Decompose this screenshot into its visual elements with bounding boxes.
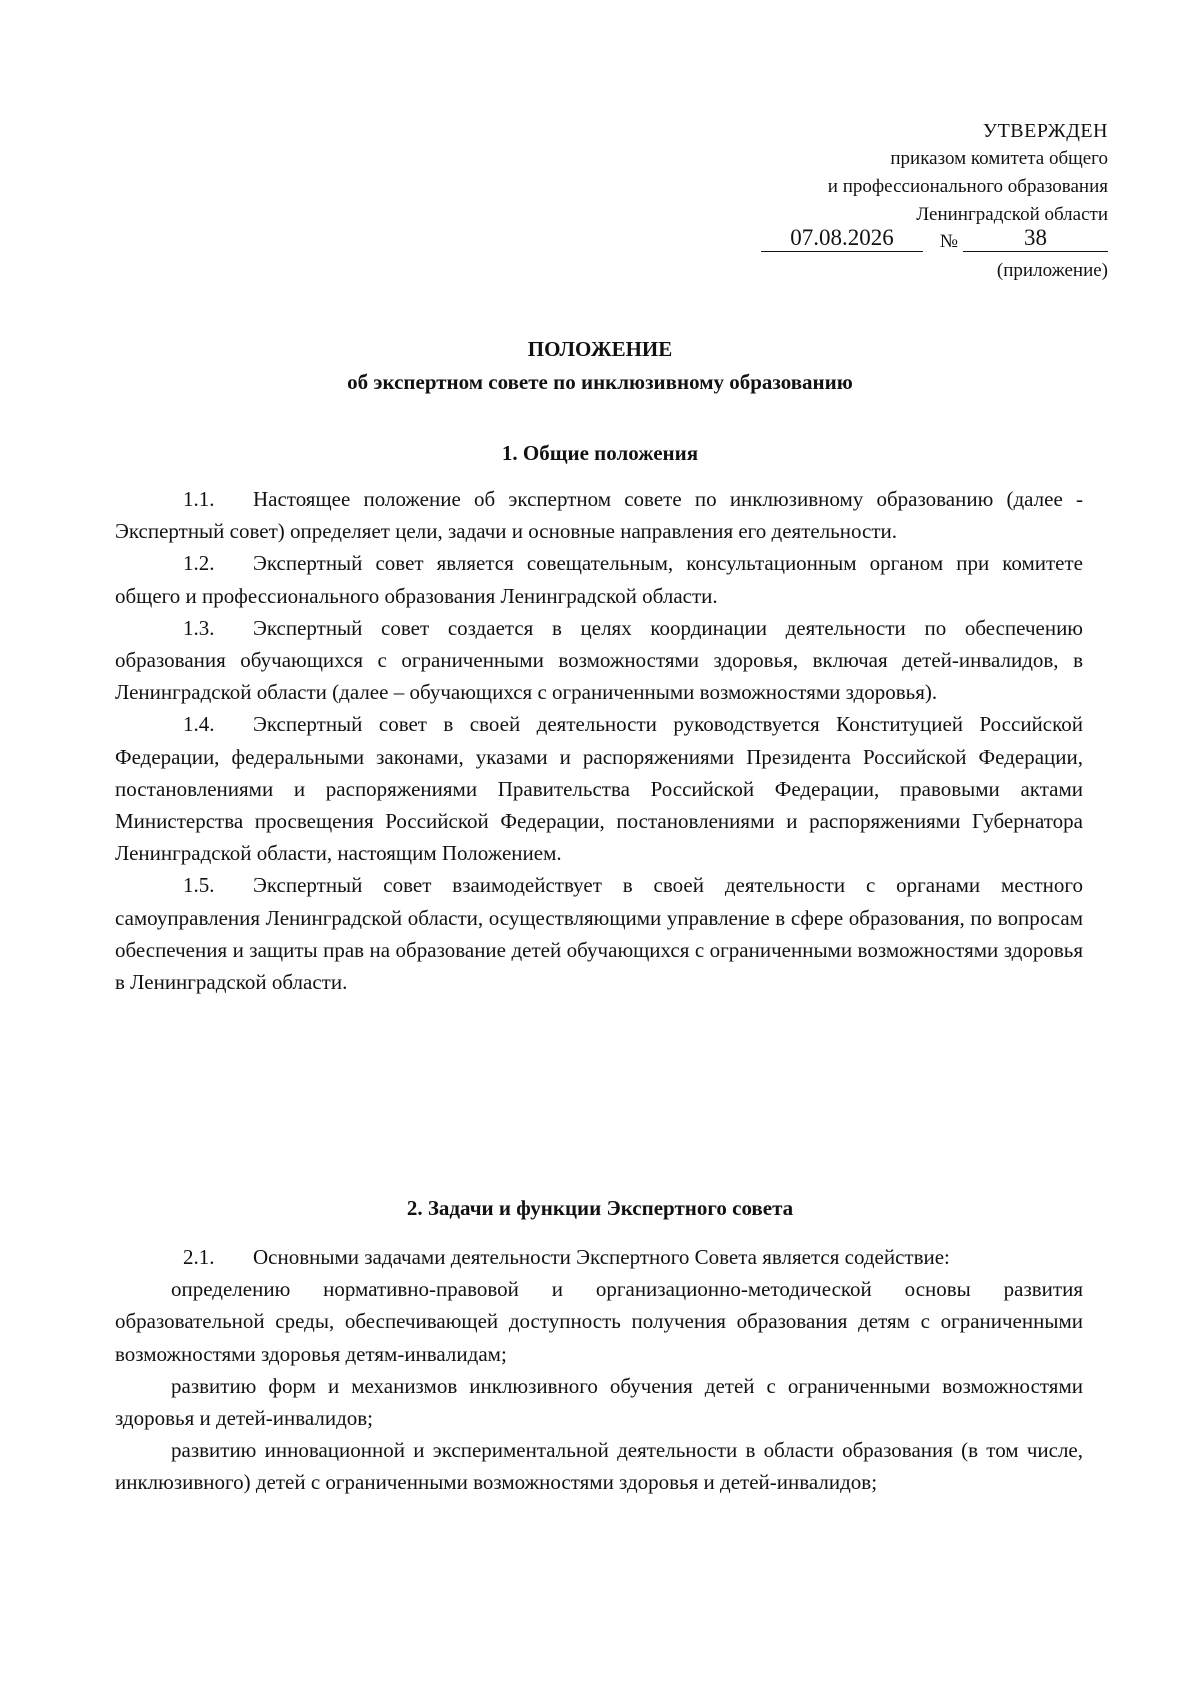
paragraph-text: Экспертный совет взаимодействует в своей деятельности с органами местного самоуправления Ленинградской области, осуществляющими управление в сфере образования, по вопросам обеспечения и защиты прав на образование детей обучающихся с ограниченными возможностями здоровья в Ленинградской области. <box>115 873 1083 995</box>
paragraph-text: Основными задачами деятельности Экспертного Совета является содействие: <box>253 1245 950 1269</box>
paragraph-1-2 <box>115 547 1083 611</box>
paragraph-1-1 <box>115 483 1083 547</box>
section-2-body <box>115 1241 1083 1499</box>
order-number-sign: № <box>939 231 958 252</box>
paragraph-text: Экспертный совет является совещательным, консультационным органом при комитете общего и профессионального образования Ленинградской области. <box>115 551 1083 608</box>
document-title: ПОЛОЖЕНИЕ <box>527 337 673 361</box>
paragraph-number: 1.1. <box>183 487 215 511</box>
order-number: 38 <box>963 225 1108 252</box>
paragraph-text: Экспертный совет в своей деятельности руководствуется Конституцией Российской Федерации, федеральными законами, указами и распоряжениями Президента Российской Федерации, постановлениями и распоряжениями Правительства Российской Федерации, правовыми актами Министерства просвещения Российской Федерации, постановлениями и распоряжениями Губернатора Ленинградской области, настоящим Положением. <box>115 712 1083 866</box>
paragraph-2-1 <box>115 1241 1083 1273</box>
order-date-number-row <box>761 225 1108 255</box>
appendix-label: (приложение) <box>996 260 1108 281</box>
approval-line-3: Ленинградской области <box>916 204 1108 225</box>
paragraph-number: 1.5. <box>183 873 215 898</box>
approval-line-1: приказом комитета общего <box>890 148 1108 169</box>
paragraph-number: 1.4. <box>183 712 215 737</box>
paragraph-1-4 <box>115 708 1083 869</box>
paragraph-1-5 <box>115 869 1083 998</box>
subitem-2: развитию форм и механизмов инклюзивного обучения детей с ограниченными возможностями здоровья и детей-инвалидов; <box>115 1373 1083 1431</box>
document-subtitle: об экспертном совете по инклюзивному образованию <box>347 370 853 394</box>
section-1-heading: 1. Общие положения <box>501 441 699 465</box>
paragraph-number: 1.2. <box>183 551 215 576</box>
subitem-3: развитию инновационной и экспериментальной деятельности в области образования (в том числе, инклюзивного) детей с ограниченными возможностями здоровья и детей-инвалидов; <box>115 1438 1083 1495</box>
paragraph-number: 2.1. <box>183 1245 215 1269</box>
order-date: 07.08.2026 <box>761 225 923 252</box>
paragraph-text: Настоящее положение об экспертном совете по инклюзивному образованию (далее - Экспертный совет) определяет цели, задачи и основные направления его деятельности. <box>115 487 1083 544</box>
paragraph-1-3 <box>115 612 1083 709</box>
paragraph-text: Экспертный совет создается в целях координации деятельности по обеспечению образования обучающихся с ограниченными возможностями здоровья, включая детей-инвалидов, в Ленинградской области (далее – обучающихся с ограниченными возможностями здоровья). <box>115 615 1083 705</box>
section-2-heading: 2. Задачи и функции Экспертного совета <box>406 1196 794 1220</box>
approval-title: УТВЕРЖДЕН <box>982 120 1108 142</box>
subitem-1: определению нормативно-правовой и организационно-методической основы развития образовательной среды, обеспечивающей доступность получения образования детям с ограниченными возможностями здоровья детям-инвалидам; <box>115 1277 1083 1366</box>
paragraph-number: 1.3. <box>183 615 215 640</box>
section-1-body <box>115 483 1083 998</box>
approval-line-2: и профессионального образования <box>827 176 1108 197</box>
approval-stamp <box>761 117 1108 285</box>
